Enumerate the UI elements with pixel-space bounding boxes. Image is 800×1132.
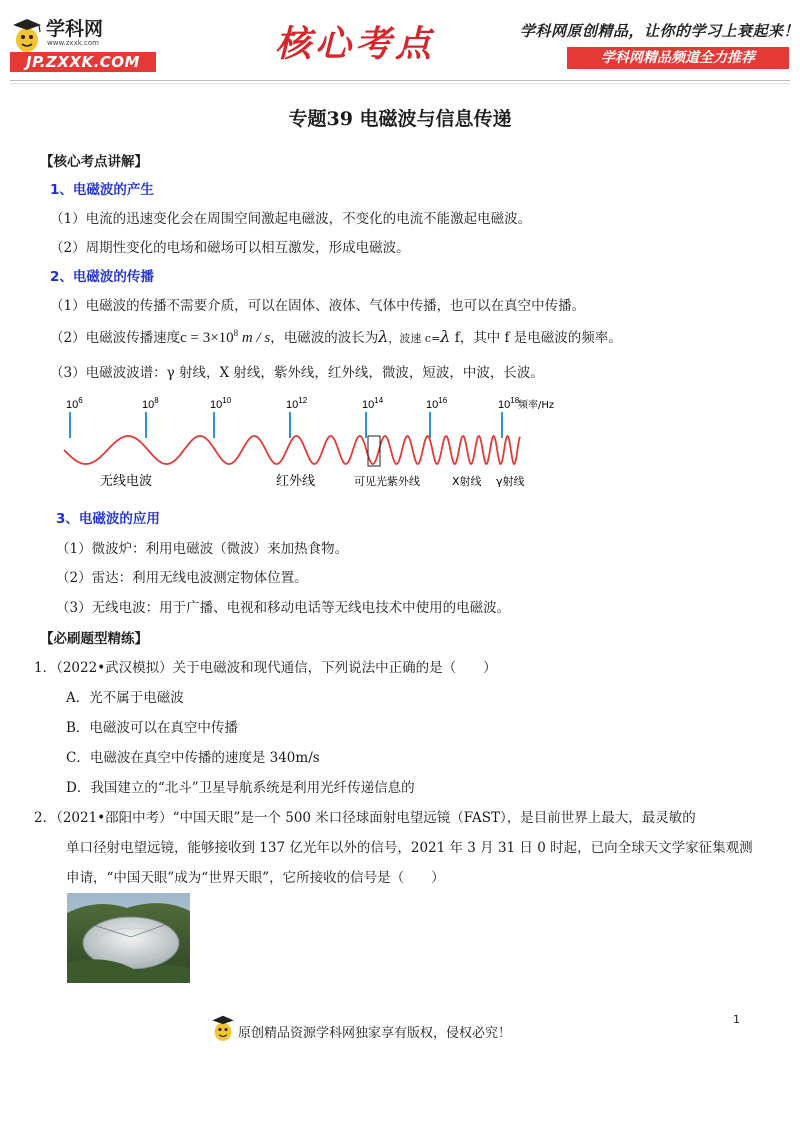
tick-label: $10^{18}$ (498, 396, 520, 411)
section-explain-heading: 【核心考点讲解】 (40, 154, 148, 170)
footer-copyright: 原创精品资源学科网独家享有版权，侵权必究！ (238, 1026, 512, 1041)
page-title: 专题39 电磁波与信息传递 (288, 108, 512, 130)
logo-name: 学科网 (46, 18, 104, 40)
logo-url: www.zxxk.com (47, 39, 99, 47)
tick-label: $10^8$ (142, 396, 159, 411)
band-label: γ射线 (496, 475, 525, 488)
band-label: 可见光紫外线 (354, 475, 420, 488)
header-center-title: 核心考点 (275, 23, 436, 65)
q1-option-c[interactable]: C．电磁波在真空中传播的速度是 340m/s (66, 750, 320, 766)
topic-3-heading: 3、电磁波的应用 (56, 511, 160, 527)
topic-2-line-3: （3）电磁波波谱：γ 射线，X 射线，紫外线，红外线，微波，短波，中波，长波。 (50, 365, 544, 381)
band-label: X射线 (452, 475, 482, 488)
tick-label: $10^{12}$ (286, 396, 308, 411)
header-slogan: 学科网原创精品，让你的学习上衰起来！ (520, 22, 800, 40)
header-divider (10, 80, 790, 81)
logo-banner: JP.ZXXK.COM (10, 52, 156, 72)
tick-label: $10^{16}$ (426, 396, 448, 411)
question-2-line-3: 申请，“中国天眼”成为“世界天眼”，它所接收的信号是（ ） (66, 870, 445, 886)
em-spectrum-diagram (50, 392, 570, 492)
axis-label: 频率/Hz (518, 400, 555, 411)
recommend-banner: 学科网精品频道全力推荐 (567, 47, 789, 69)
q1-option-a[interactable]: A．光不属于电磁波 (66, 690, 184, 706)
tick-label: $10^6$ (66, 396, 83, 411)
topic-2-line-1: （1）电磁波的传播不需要介质，可以在固体、液体、气体中传播，也可以在真空中传播。 (50, 298, 586, 314)
header-divider-thin (10, 83, 790, 84)
band-label: 红外线 (276, 474, 316, 489)
topic-1-heading: 1、电磁波的产生 (50, 182, 154, 198)
speed-formula: $c = 3\times 10^8$ m / s (180, 328, 271, 346)
fast-telescope-photo (67, 893, 190, 983)
q1-option-d[interactable]: D．我国建立的“北斗”卫星导航系统是利用光纤传递信息的 (66, 780, 415, 796)
topic-1-line-2: （2）周期性变化的电场和磁场可以相互激发，形成电磁波。 (50, 240, 410, 256)
question-2-line-1: 2．（2021•邵阳中考）“中国天眼”是一个 500 米口径球面射电望远镜（FAST），是目前世界上最大，最灵敏的 (34, 810, 696, 826)
tick-label: $10^{10}$ (210, 396, 232, 411)
band-label: 无线电波 (100, 474, 153, 489)
speed-label: （2）电磁波传播速度 (50, 330, 181, 346)
topic-1-line-1: （1）电流的迅速变化会在周围空间激起电磁波，不变化的电流不能激起电磁波。 (50, 211, 532, 227)
question-2-line-2: 单口径射电望远镜，能够接收到 137 亿光年以外的信号，2021 年 3 月 31 日 0 时起，已向全球天文学家征集观测 (66, 840, 753, 856)
app-line-2: （2）雷达：利用无线电波测定物体位置。 (56, 570, 308, 586)
lambda-symbol: λ (378, 327, 389, 346)
topic-2-heading: 2、电磁波的传播 (50, 269, 154, 285)
tick-label: $10^{14}$ (362, 396, 384, 411)
page-number: 1 (733, 1013, 740, 1026)
topic-2-line-2: （2）电磁波传播速度$c = 3\times 10^8$ m / s，电磁波的波长为λ，波速 c=λ f，其中 f 是电磁波的频率。 (50, 327, 622, 346)
section-practice-heading: 【必刷题型精练】 (40, 631, 148, 647)
mascot-icon (10, 16, 44, 54)
wave-curve (64, 436, 520, 464)
footer-mascot-icon (210, 1012, 236, 1044)
q1-option-b[interactable]: B．电磁波可以在真空中传播 (66, 720, 238, 736)
app-line-1: （1）微波炉：利用电磁波（微波）来加热食物。 (56, 541, 349, 557)
app-line-3: （3）无线电波：用于广播、电视和移动电话等无线电技术中使用的电磁波。 (56, 600, 511, 616)
question-1-stem: 1．（2022•武汉模拟）关于电磁波和现代通信，下列说法中正确的是（ ） (34, 660, 497, 676)
